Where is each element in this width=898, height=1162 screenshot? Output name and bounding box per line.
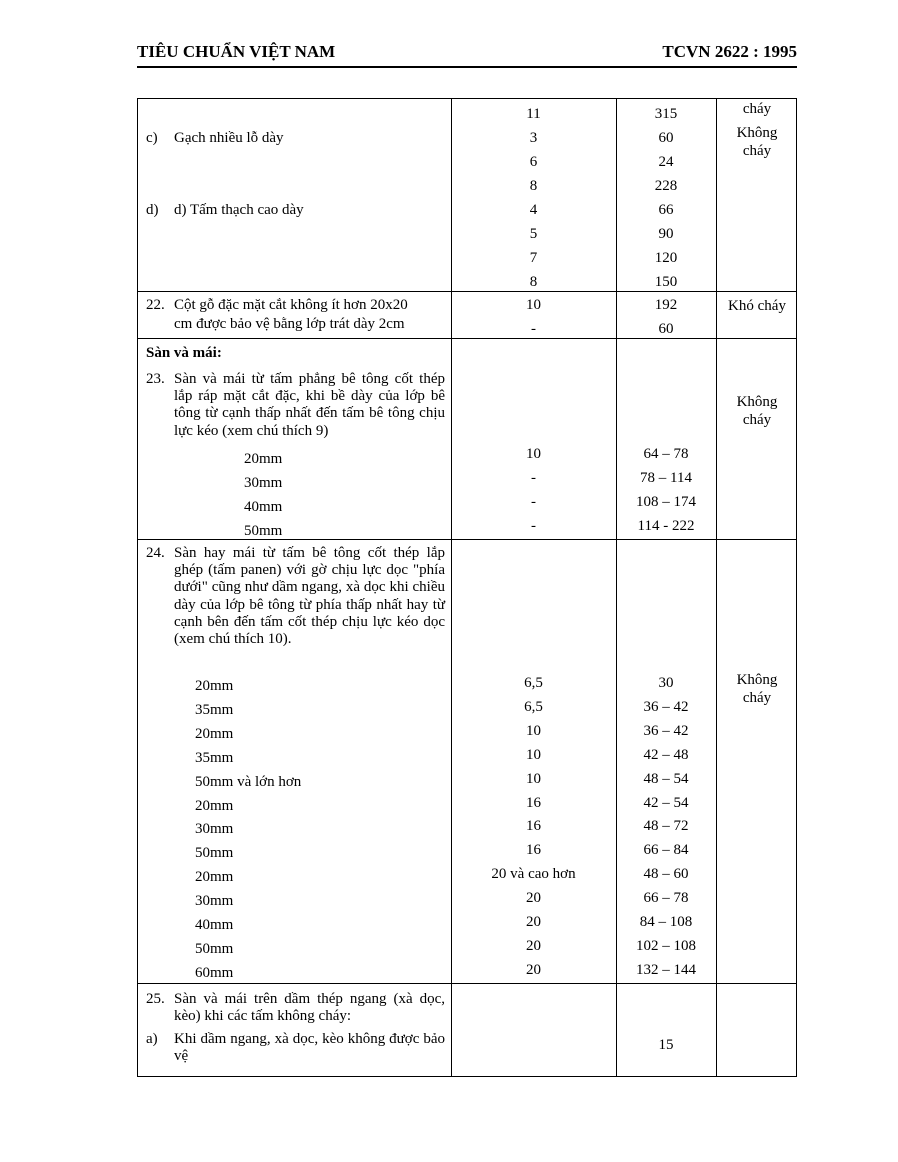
header-rule (137, 66, 797, 68)
row-24-col2: 16 (526, 794, 541, 811)
row-24-col2: 6,5 (524, 675, 543, 691)
row-24-size: 30mm (195, 893, 234, 910)
row-23-size: 50mm (244, 523, 283, 539)
row-22-col3: 192 (654, 297, 678, 313)
row-24-col3: 48 – 72 (643, 818, 689, 835)
row-24-col2: 20 (526, 937, 541, 954)
row-23-size: 20mm (244, 451, 283, 467)
row-25-text: Sàn và mái trên dầm thép ngang (xà dọc, kèo) khi các tấm không cháy: (174, 991, 445, 1025)
row-24-size: 20mm (195, 678, 234, 694)
block1-col3-cell: 60 (658, 130, 674, 146)
row-24-col3: 48 – 60 (643, 866, 689, 883)
row-22-number: 22. (146, 297, 165, 313)
row-23-col3: 78 – 114 (640, 470, 692, 486)
block1-col2-cell: 7 (529, 250, 538, 266)
block1-col3-cell: 150 (654, 274, 678, 290)
row-24-col2: 20 (526, 961, 541, 978)
row-24-size: 35mm (195, 701, 234, 718)
item-d-marker: d) (146, 202, 159, 218)
block1-col3-cell: 228 (654, 178, 678, 194)
row-23-size: 40mm (244, 499, 283, 515)
row-24-col2: 6,5 (524, 698, 543, 715)
row-24-col3: 132 – 144 (636, 961, 696, 978)
row-24-col2: 10 (526, 770, 541, 787)
block1-col2-cell: 6 (529, 154, 538, 170)
flammability-cell: Không (736, 125, 778, 141)
row-24-size: 50mm (195, 940, 234, 957)
row-24-size: 30mm (195, 821, 234, 838)
flammability-cell: cháy (742, 101, 772, 117)
row-24-col2: 20 và cao hơn (491, 866, 576, 883)
row-divider (138, 539, 796, 540)
block1-col2-cell: 8 (529, 274, 538, 290)
row-24-col3: 66 – 84 (643, 842, 689, 859)
row-22-col3: 60 (658, 321, 674, 337)
header-standard-code: TCVN 2622 : 1995 (662, 42, 797, 61)
row-23-col3: 108 – 174 (636, 494, 696, 510)
row-23-text: Sàn và mái từ tấm phẳng bê tông cốt thép lắp ráp mặt cắt đặc, khi bề dày của lớp bê tông từ cạnh thấp nhất đến tấm bê tông chịu lực kéo (xem chú thích 9) (174, 371, 445, 439)
row-22-flammability: Khó cháy (728, 298, 786, 314)
row-24-col2: 20 (526, 914, 541, 930)
row-divider (138, 983, 796, 984)
item-c-text: Gạch nhiều lỗ dày (174, 130, 284, 146)
row-divider (138, 291, 796, 292)
item-c-marker: c) (146, 130, 158, 146)
block1-col3-cell: 66 (658, 202, 674, 218)
row-23-flammability: cháy (742, 412, 772, 428)
row-24-col2: 20 (526, 890, 541, 907)
row-23-col2: - (531, 470, 536, 486)
fire-resistance-table (137, 98, 797, 1077)
row-23-size: 30mm (244, 475, 283, 491)
row-24-size: 20mm (195, 869, 234, 886)
row-24-col3: 48 – 54 (643, 770, 689, 787)
row-24-text: Sàn hay mái từ tấm bê tông cốt thép lắp ghép (tấm panen) với gờ chịu lực dọc "phía dưới" cũng như dầm ngang, xà dọc khi chiều dày của lớp bê tông từ phía thấp nhất hay từ cạnh bên đến tấm cốt thép chịu lực kéo dọc (xem chú thích 10). (174, 545, 445, 648)
column-divider (716, 99, 717, 1076)
row-22-col2: - (531, 321, 536, 337)
row-23-col3: 114 - 222 (637, 518, 695, 534)
row-24-size: 20mm (195, 797, 234, 814)
row-24-size: 20mm (195, 725, 234, 742)
row-24-col3: 36 – 42 (643, 698, 689, 715)
row-24-col2: 16 (526, 842, 541, 859)
header-standard-name: TIÊU CHUẨN VIỆT NAM (137, 42, 336, 61)
block1-col3-cell: 24 (658, 154, 674, 170)
row-23-col2: 10 (526, 446, 541, 462)
row-24-col3: 66 – 78 (643, 890, 689, 907)
row-24-col2: 16 (526, 818, 541, 835)
row-24-size: 50mm và lớn hơn (195, 773, 302, 790)
row-24-col3: 102 – 108 (636, 937, 696, 954)
row-25-a-text: Khi dầm ngang, xà dọc, kèo không được bảo vệ (174, 1031, 445, 1065)
row-24-flammability: cháy (742, 690, 772, 706)
row-24-number: 24. (146, 545, 165, 561)
block1-col2-cell: 5 (529, 226, 538, 242)
flammability-cell: cháy (742, 143, 772, 159)
row-22-col2: 10 (526, 297, 541, 313)
row-24-col3: 84 – 108 (639, 914, 693, 930)
block1-col3-cell: 120 (654, 250, 678, 266)
row-23-col3: 64 – 78 (643, 446, 689, 462)
row-25-a-marker: a) (146, 1031, 158, 1047)
row-23-col2: - (531, 494, 536, 510)
row-23-number: 23. (146, 371, 165, 387)
row-24-size: 50mm (195, 845, 234, 862)
row-22-text-line2: cm được bảo vệ bằng lớp trát dày 2cm (174, 316, 405, 332)
block1-col2-cell: 8 (529, 178, 538, 194)
block1-col2-cell: 4 (529, 202, 538, 218)
row-23-col2: - (531, 518, 536, 534)
row-23-flammability: Không (736, 394, 778, 410)
block1-col2-cell: 3 (529, 130, 538, 146)
row-24-flammability: Không (736, 672, 778, 688)
row-24-col3: 30 (658, 675, 674, 691)
row-24-col3: 42 – 54 (643, 794, 689, 811)
row-24-col3: 42 – 48 (643, 746, 689, 763)
row-24-col2: 10 (526, 746, 541, 763)
row-24-col3: 36 – 42 (643, 722, 689, 739)
row-divider (138, 338, 796, 339)
block1-col3-cell: 90 (658, 226, 674, 242)
block1-col3-cell: 315 (654, 106, 678, 122)
row-25-col3: 15 (658, 1037, 674, 1053)
item-d-text: d) Tấm thạch cao dày (174, 202, 304, 218)
row-24-size: 60mm (195, 964, 234, 981)
row-25-number: 25. (146, 991, 165, 1007)
section-heading: Sàn và mái: (146, 345, 222, 361)
block1-col2-cell: 11 (526, 106, 541, 122)
row-22-text-line1: Cột gỗ đặc mặt cắt không ít hơn 20x20 (174, 297, 408, 313)
row-24-size: 40mm (195, 917, 234, 933)
row-24-col2: 10 (526, 722, 541, 739)
row-24-size: 35mm (195, 749, 234, 766)
